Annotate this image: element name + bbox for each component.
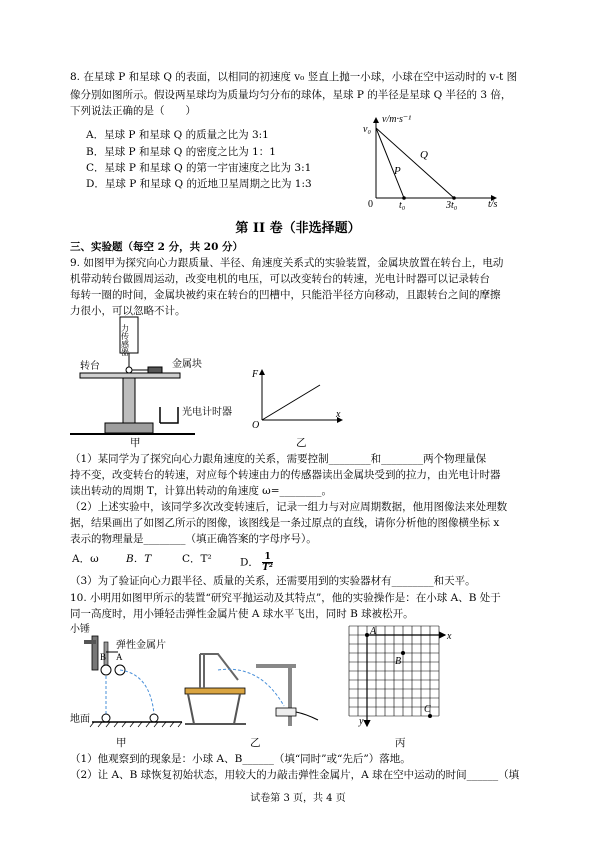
q9-stem-line3: 每转一圈的时间，金属块被约束在转台的凹槽中，只能沿半径方向移动，且跟转台之间的摩擦 bbox=[70, 289, 501, 301]
q9-figure-yi bbox=[250, 365, 350, 430]
q9-s1-line3: 读出转动的周期 T，计算出转动的角速度 ω=________。 bbox=[70, 485, 333, 497]
q10-s2: （2）让 A、B 球恢复初始状态，用较大的力敲击弹性金属片，A 球在空中运动的时间______（填 bbox=[70, 769, 520, 781]
hammer-label: 小锤 bbox=[70, 624, 90, 635]
q9-stem-line4: 力很小，可以忽略不计。 bbox=[70, 305, 186, 317]
q8-line-q bbox=[376, 128, 454, 198]
q8-vt-graph bbox=[358, 110, 508, 210]
q10-caption-jia: 甲 bbox=[116, 737, 127, 749]
turntable bbox=[80, 373, 180, 378]
q8-option-d: D．星球 P 和星球 Q 的近地卫星周期之比为 1:3 bbox=[86, 178, 312, 190]
q9-s2-line3: 表示的物理量是________（填正确答案的字母序号）。 bbox=[70, 533, 317, 545]
metal-block bbox=[148, 367, 162, 373]
ground-label: 地面 bbox=[70, 714, 90, 725]
q10-stem-line1: 10. 小明用如图甲所示的装置“研究平抛运动及其特点”，他的实验操作是：在小球 A、B 处于 bbox=[70, 592, 501, 604]
page-footer: 试卷第 3 页，共 4 页 bbox=[250, 793, 346, 804]
q8-ylabel: v/m·s⁻¹ bbox=[382, 114, 412, 125]
q9-option-d-denominator: T² bbox=[262, 563, 273, 573]
photo-timer-label: 光电计时器 bbox=[182, 407, 232, 418]
bing-grid bbox=[349, 626, 439, 716]
q9-s1-line1: （1）某同学为了探究向心力跟角速度的关系，需要控制________和________两个物理量保 bbox=[70, 453, 487, 465]
photo-timer bbox=[160, 407, 178, 423]
q9-option-d bbox=[240, 552, 273, 573]
q8-xlabel: t/s bbox=[488, 199, 498, 210]
bing-x-label: x bbox=[447, 631, 452, 642]
q10-caption-bing: 丙 bbox=[395, 737, 406, 749]
point-c-label: C bbox=[424, 704, 431, 715]
force-sensor-label: 力传感器 bbox=[120, 324, 130, 356]
a-trajectory bbox=[120, 670, 154, 714]
q8-stem-line3: 下列说法正确的是（ ） bbox=[70, 105, 196, 117]
sheet-label: 弹性金属片 bbox=[116, 640, 166, 651]
q10-s1: （1）他观察到的现象是：小球 A、B______（填“同时”或“先后”）落地。 bbox=[70, 753, 411, 765]
q9-s2-line2: 据，结果画出了如图乙所示的图像，该图线是一条过原点的直线，请你分析他的图像横坐标 x bbox=[70, 517, 500, 529]
q9-caption-yi: 乙 bbox=[296, 437, 307, 449]
q9-option-a: A．ω bbox=[72, 553, 99, 565]
q9-option-c: C．T² bbox=[182, 553, 212, 565]
q10-figure-jia bbox=[70, 622, 190, 737]
q10-figure-yi bbox=[180, 650, 325, 735]
q9-fit-line bbox=[262, 385, 320, 420]
q8-stem-line1: 8. 在星球 P 和星球 Q 的表面，以相同的初速度 v₀ 竖直上抛一小球，小球在空中运动时的 v-t 图 bbox=[70, 71, 518, 83]
q9-s1-line2: 持不变，改变转台的转速，对应每个转速由力的传感器读出金属块受到的拉力，由光电计时器 bbox=[70, 469, 501, 481]
point-b-label: B bbox=[395, 656, 402, 667]
turntable-label: 转台 bbox=[80, 361, 100, 372]
q9-option-b: B．T bbox=[126, 553, 152, 565]
q9-x-label: x bbox=[336, 409, 341, 420]
q10-caption-yi: 乙 bbox=[250, 737, 261, 749]
q8-3t0-label: 3t₀ bbox=[446, 200, 458, 210]
metal-block-label: 金属块 bbox=[172, 359, 202, 370]
q9-f-label: F bbox=[252, 369, 259, 380]
q9-option-d-numerator: 1 bbox=[262, 552, 273, 563]
q9-s2-line1: （2）上述实验中，该同学多次改变转速后，记录一组力与对应周期数据，他用图像法来处理数 bbox=[70, 501, 508, 513]
q9-stem-line1: 9. 如图甲为探究向心力跟质量、半径、角速度关系式的实验装置，金属块放置在转台上，电动 bbox=[70, 257, 504, 269]
q9-caption-jia: 甲 bbox=[130, 437, 141, 449]
q9-option-d-prefix: D． bbox=[240, 556, 259, 569]
q9-o-label: O bbox=[252, 420, 260, 430]
q9-s3: （3）为了验证向心力跟半径、质量的关系，还需要用到的实验器材有________和天平。 bbox=[70, 575, 476, 587]
q9-stem-line2: 机带动转台做圆周运动，改变电机的电压，可以改变转台的转速，光电计时器可以记录转台 bbox=[70, 273, 490, 285]
q8-t0-label: t₀ bbox=[399, 200, 406, 210]
section-title: 第 II 卷（非选择题） bbox=[235, 221, 361, 236]
part-heading: 三、实验题（每空 2 分，共 20 分） bbox=[70, 241, 244, 253]
point-a-label: A bbox=[370, 626, 377, 637]
bing-y-label: y bbox=[359, 716, 364, 727]
q8-v0-label: v₀ bbox=[363, 124, 371, 135]
q10-figure-bing bbox=[345, 622, 465, 734]
q10-stem-line2: 同一高度时，用小锤轻击弹性金属片使 A 球水平飞出，同时 B 球被松开。 bbox=[70, 608, 414, 620]
q8-option-a: A．星球 P 和星球 Q 的质量之比为 3:1 bbox=[86, 129, 269, 141]
q8-stem-line2: 像分别如图所示。假设两星球均为质量均匀分布的球体，星球 P 的半径是星球 Q 半径的 3 倍， bbox=[70, 89, 512, 101]
point-b bbox=[401, 651, 405, 655]
q8-line-p bbox=[376, 128, 404, 198]
q9-figure-jia bbox=[70, 315, 270, 450]
point-a bbox=[365, 633, 369, 637]
ball-b bbox=[101, 665, 111, 675]
ball-a-label: A bbox=[116, 652, 123, 662]
q9-option-d-fraction bbox=[262, 552, 273, 573]
q8-option-c: C．星球 P 和星球 Q 的第一宇宙速度之比为 3:1 bbox=[86, 162, 312, 174]
ball-b-label: B bbox=[100, 652, 107, 662]
q8-origin-label: 0 bbox=[368, 199, 373, 210]
q8-option-b: B．星球 P 和星球 Q 的密度之比为 1：1 bbox=[86, 146, 276, 158]
q8-q-label: Q bbox=[420, 149, 428, 161]
q8-p-label: P bbox=[394, 165, 401, 177]
